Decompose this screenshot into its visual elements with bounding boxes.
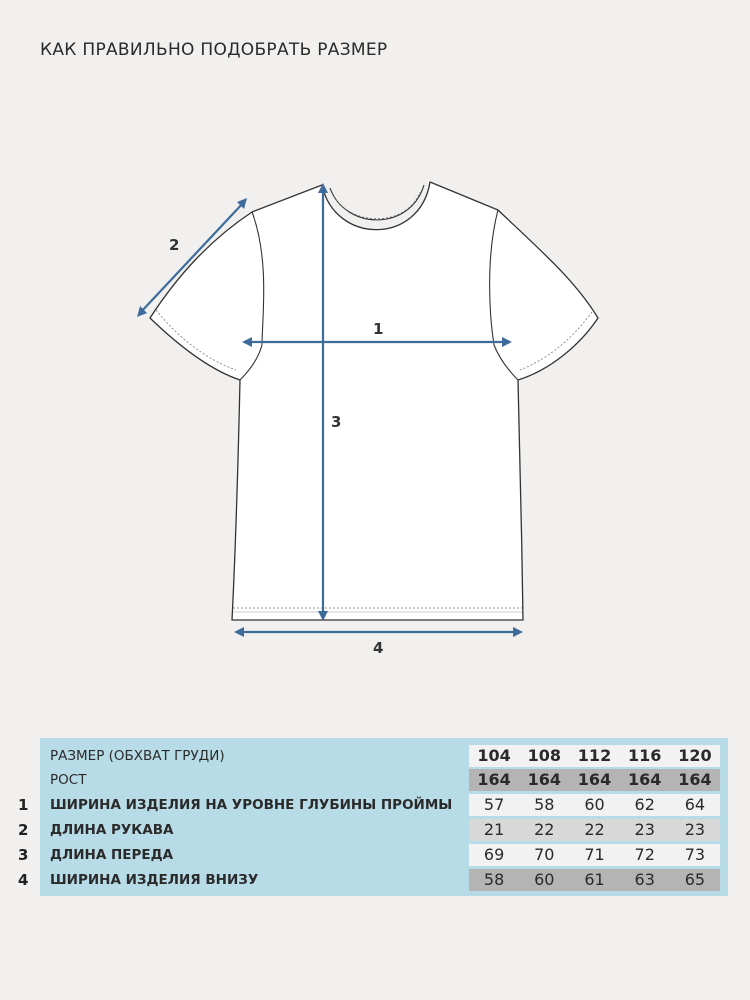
height-cell: 164 [527,770,561,789]
value-cell: 71 [584,845,605,864]
size-values-row [469,745,720,767]
height-values-row [469,769,720,791]
value-cell: 21 [483,820,505,839]
arrow-4-head-left [234,627,244,637]
value-cell: 22 [584,820,605,839]
page-title: КАК ПРАВИЛЬНО ПОДОБРАТЬ РАЗМЕР [40,40,388,60]
value-cell: 57 [483,795,505,814]
size-cell: 116 [628,746,662,765]
row-number: 1 [18,796,29,814]
row-number: 3 [18,846,29,864]
table-row [469,869,720,891]
value-cell: 62 [634,795,655,814]
dimension-label-3: 3 [331,413,342,431]
value-cell: 60 [534,870,555,889]
tshirt-outline [150,182,598,620]
height-cell: 164 [628,770,662,789]
size-cell: 112 [577,746,612,765]
value-cell: 73 [684,845,706,864]
height-cell: 164 [678,770,712,789]
row-label: ДЛИНА РУКАВА [50,822,174,838]
value-cell: 22 [534,820,555,839]
row-label: ШИРИНА ИЗДЕЛИЯ ВНИЗУ [50,872,259,888]
row-label: ДЛИНА ПЕРЕДА [50,847,174,863]
dimension-label-1: 1 [373,320,384,338]
size-cell: 108 [527,746,561,765]
size-header-label: РАЗМЕР (ОБХВАТ ГРУДИ) [50,748,225,764]
size-table [0,738,750,898]
row-label: ШИРИНА ИЗДЕЛИЯ НА УРОВНЕ ГЛУБИНЫ ПРОЙМЫ [50,797,453,813]
value-cell: 64 [684,795,706,814]
value-cell: 61 [584,870,605,889]
value-cell: 69 [483,845,505,864]
table-row [469,794,720,816]
value-cell: 58 [534,795,555,814]
value-cell: 58 [483,870,505,889]
value-cell: 60 [584,795,605,814]
collar-seam [330,185,424,220]
size-cell: 120 [678,746,712,765]
height-cell: 164 [477,770,511,789]
size-cell: 104 [477,746,511,765]
value-cell: 23 [634,820,655,839]
table-row [469,819,720,841]
row-number: 4 [18,871,29,889]
value-cell: 72 [634,845,655,864]
height-header-label: РОСТ [50,772,87,788]
row-number: 2 [18,821,29,839]
arrow-4-head-right [513,627,523,637]
dimension-label-2: 2 [169,236,180,254]
table-row [469,844,720,866]
value-cell: 70 [534,845,555,864]
height-cell: 164 [577,770,612,789]
dimension-label-4: 4 [373,639,384,657]
value-cell: 23 [684,820,706,839]
value-cell: 65 [684,870,706,889]
collar-stitch [334,192,420,219]
value-cell: 63 [634,870,655,889]
